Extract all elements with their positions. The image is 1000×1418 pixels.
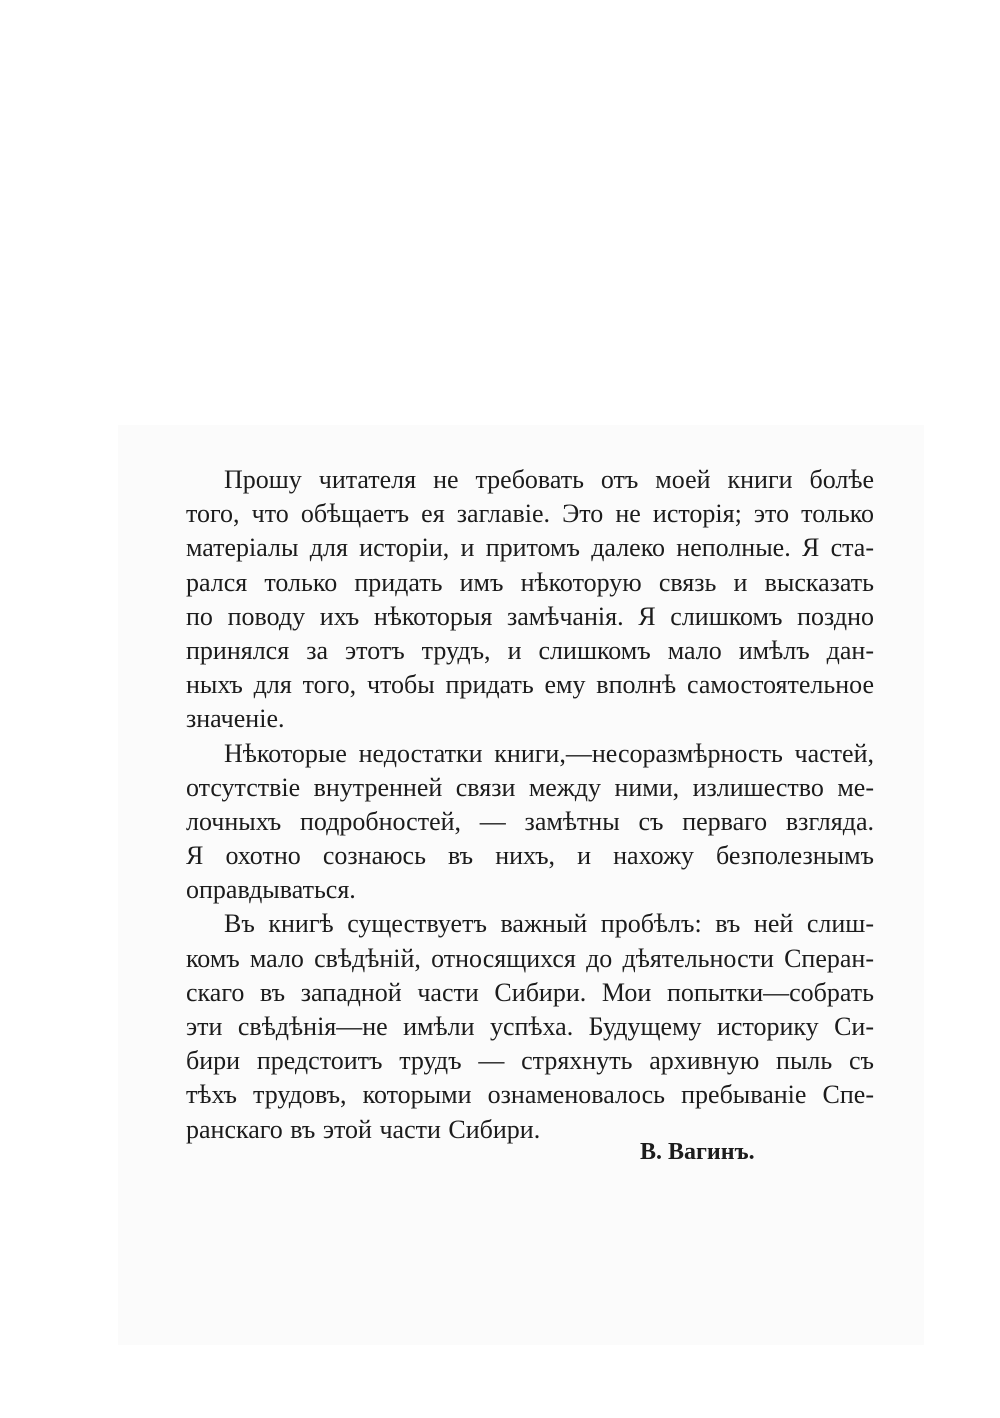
paragraph-2-line-2: отсутствіе внутренней связи между ними, излишество ме- — [186, 772, 874, 802]
paragraph-1-line-7: ныхъ для того, чтобы придать ему вполнѣ самостоятельное — [186, 670, 874, 700]
paragraph-1-line-8: значеніе. — [186, 704, 285, 734]
paragraph-2-line-1: Нѣкоторые недостатки книги,—несоразмѣрность частей, — [224, 738, 874, 768]
paragraph-3-line-3: скаго въ западной части Сибири. Мои попытки—собрать — [186, 977, 874, 1007]
paragraph-3-line-7: ранскаго въ этой части Сибири. — [186, 1114, 541, 1144]
paragraph-1-line-5: по поводу ихъ нѣкоторыя замѣчанія. Я слишкомъ поздно — [186, 601, 874, 631]
paragraph-2-line-5: оправдываться. — [186, 875, 356, 905]
paragraph-1-line-6: принялся за этотъ трудъ, и слишкомъ мало имѣлъ дан- — [186, 635, 874, 665]
preface-text — [186, 463, 874, 1147]
paragraph-1-line-4: рался только придать имъ нѣкоторую связь и высказать — [186, 567, 874, 597]
paragraph-2-line-3: лочныхъ подробностей, — замѣтны съ перваго взгляда. — [186, 806, 874, 836]
paragraph-1-line-1: Прошу читателя не требовать отъ моей книги болѣе — [224, 465, 874, 494]
paragraph-2-line-4: Я охотно сознаюсь въ нихъ, и нахожу безполезнымъ — [186, 841, 874, 871]
paragraph-3-line-2: комъ мало свѣдѣній, относящихся до дѣятельности Сперан- — [186, 943, 874, 973]
paragraph-3-line-5: бири предстоитъ трудъ — стряхнуть архивную пыль съ — [186, 1046, 874, 1076]
paragraph-3-line-1: Въ книгѣ существуетъ важный пробѣлъ: въ ней слиш- — [224, 909, 874, 939]
paragraph-1-line-3: матеріалы для исторіи, и притомъ далеко неполные. Я ста- — [186, 533, 874, 563]
author-signature: В. Вагинъ. — [640, 1139, 755, 1165]
paragraph-1-line-2: того, что обѣщаетъ ея заглавіе. Это не исторія; это только — [186, 499, 874, 529]
paragraph-3-line-6: тѣхъ трудовъ, которыми ознаменовалось пребываніе Спе- — [186, 1080, 874, 1110]
paragraph-3-line-4: эти свѣдѣнія—не имѣли успѣха. Будущему историку Си- — [186, 1012, 874, 1041]
